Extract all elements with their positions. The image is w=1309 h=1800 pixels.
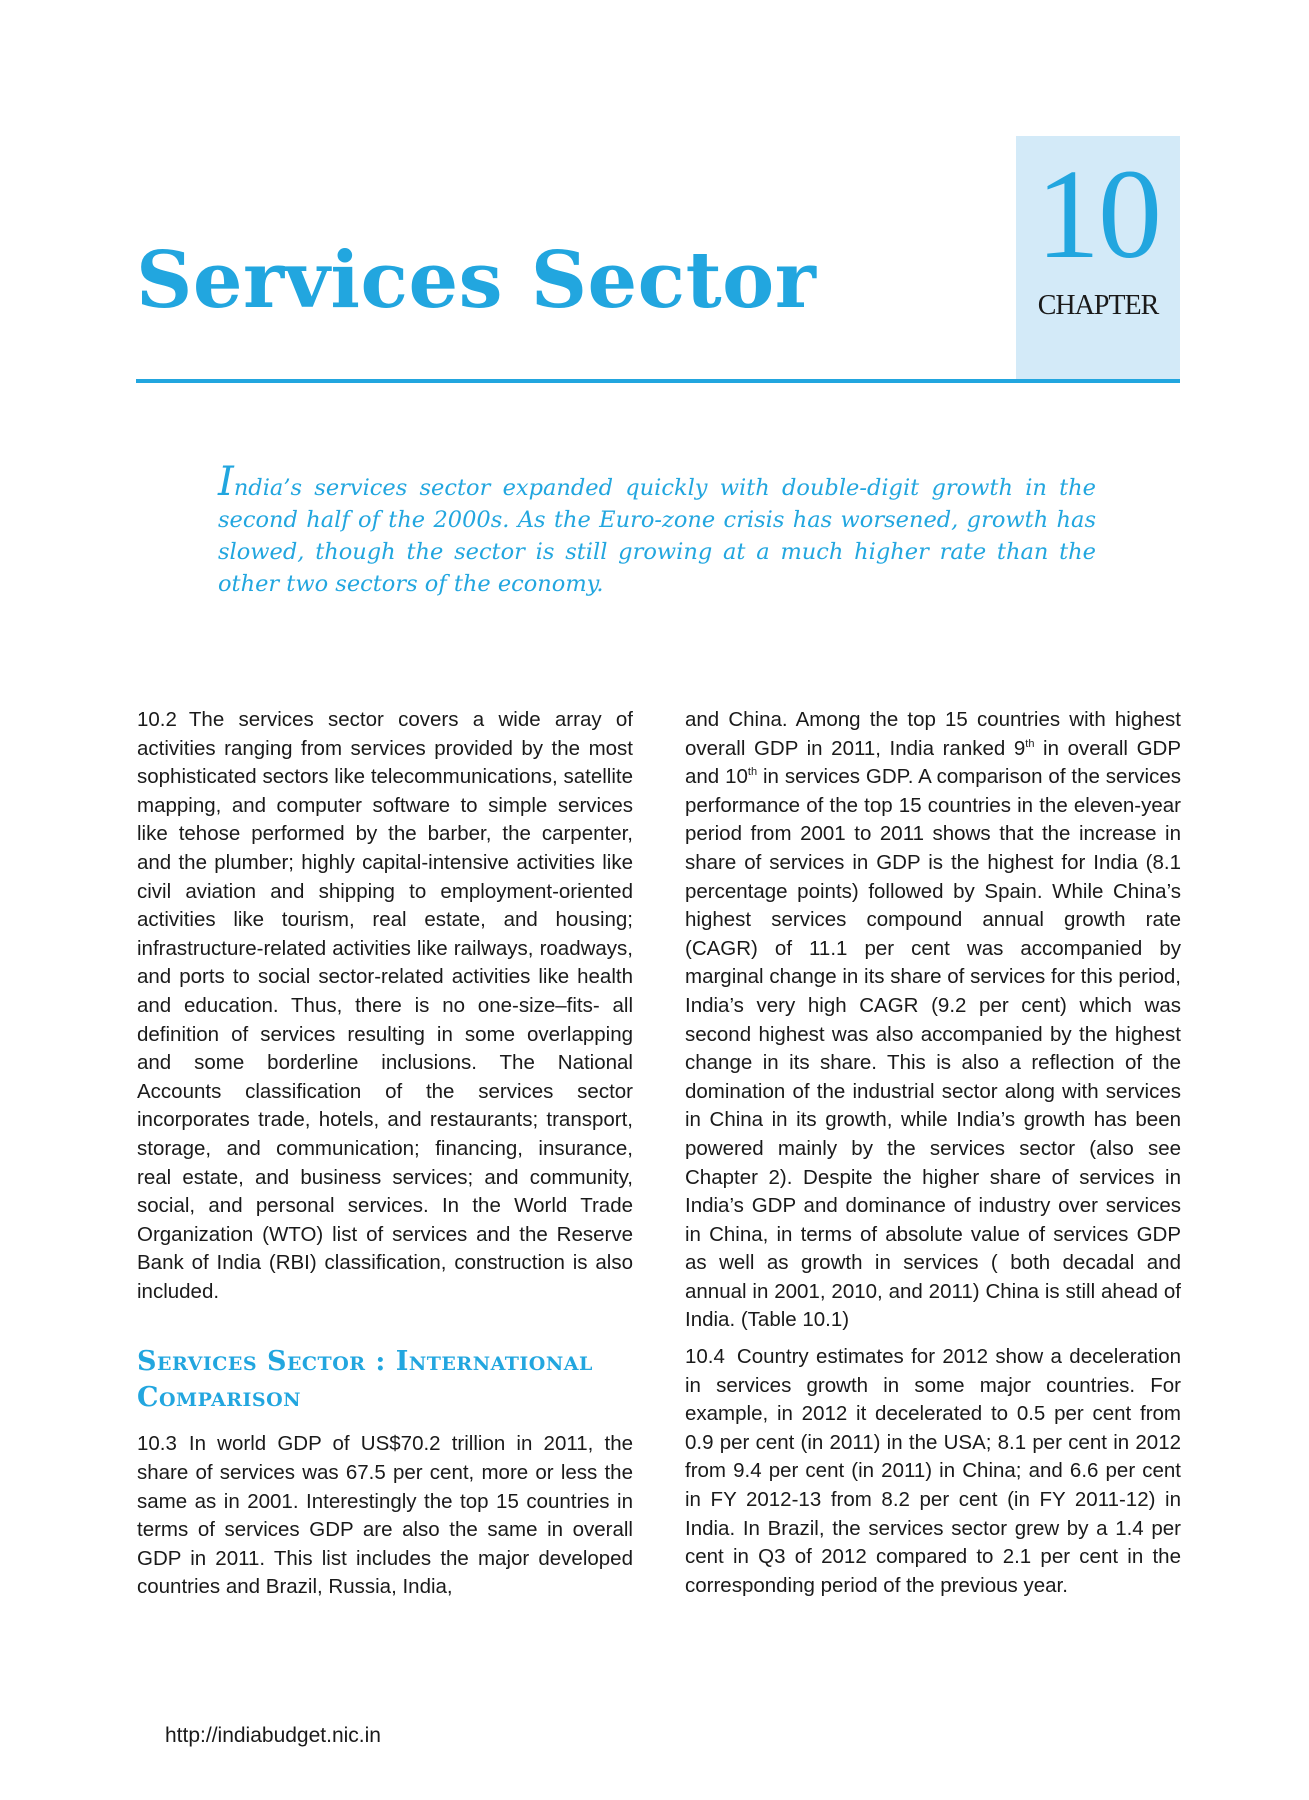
paragraph-10-4 — [685, 1343, 1181, 1600]
abstract-text: ndia’s services sector expanded quickly with double-digit growth in the second half of the 2000s. As the Euro-zone crisis has worsened, growth has slowed, though the sector is still growing at a much higher rate than the other two sectors of the economy. — [218, 475, 1096, 597]
paragraph-text: in overall GDP and 10 — [685, 736, 1181, 789]
chapter-number: 10 — [1036, 143, 1160, 285]
paragraph-number: 10.3 — [137, 1432, 177, 1456]
left-column — [137, 706, 633, 1602]
abstract-drop-cap: I — [218, 459, 234, 505]
paragraph-text: The services sector covers a wide array of activities ranging from services provided by the most sophisticated sectors like telecommunications, satellite mapping, and computer software to simple services like tehose performed by the barber, the carpenter, and the plumber; highly capital-intensive activities like civil aviation and shipping to employment-oriented activities like tourism, real estate, and housing; infrastructure-related activities like railways, roadways, and ports to social sector-related activities like health and education. Thus, there is no one-size–fits- all definition of services resulting in some overlapping and some borderline inclusions. The National Accounts classification of the services sector incorporates trade, hotels, and restaurants; transport, storage, and communication; financing, insurance, real estate, and business services; and community, social, and personal services. In the World Trade Organization (WTO) list of services and the Reserve Bank of India (RBI) classification, construction is also included. — [137, 708, 633, 1303]
paragraph-text: and China. Among the top 15 countries with highest overall GDP in 2011, India ranked 9 — [685, 708, 1181, 760]
page-title: Services Sector — [136, 235, 817, 326]
title-rule — [136, 379, 1180, 383]
paragraph-10-3-continued — [685, 706, 1181, 1335]
ordinal-suffix: th — [1025, 737, 1035, 750]
section-heading: Services Sector : International Comparison — [137, 1346, 593, 1414]
paragraph-number: 10.4 — [685, 1345, 725, 1369]
right-column — [685, 706, 1181, 1600]
footer-url: http://indiabudget.nic.in — [165, 1724, 381, 1747]
paragraph-text: in services GDP. A comparison of the services performance of the top 15 countries in the eleven-year period from 2001 to 2011 shows that the increase in share of services in GDP is the highest for India (8.1 percentage points) followed by Spain. While China’s highest services compound annual growth rate (CAGR) of 11.1 per cent was accompanied by marginal change in its share of services for this period, India’s very high CAGR (9.2 per cent) which was second highest was also accompanied by the highest change in its share. This is also a reflection of the domination of the industrial sector along with services in China in its growth, while India’s growth has been powered mainly by the services sector (also see Chapter 2). Despite the higher share of services in India’s GDP and dominance of industry over services in China, in terms of absolute value of services GDP as well as growth in services ( both decadal and annual in 2001, 2010, and 2011) China is still ahead of India. (Table 10.1) — [685, 765, 1181, 1332]
chapter-abstract — [218, 459, 1096, 600]
ordinal-suffix: th — [747, 766, 758, 779]
paragraph-text: In world GDP of US$70.2 trillion in 2011, the share of services was 67.5 per cent, more or less the same as in 2001. Interestingly the top 15 countries in terms of services GDP are also the same in overall GDP in 2011. This list includes the major developed countries and Brazil, Russia, India, — [137, 1432, 633, 1599]
chapter-label: CHAPTER — [1037, 290, 1159, 321]
paragraph-number: 10.2 — [137, 708, 177, 731]
paragraph-10-2 — [137, 706, 633, 1306]
paragraph-10-3 — [137, 1430, 633, 1602]
chapter-box — [1016, 136, 1180, 380]
paragraph-text: Country estimates for 2012 show a deceleration in services growth in some major countries. For example, in 2012 it decelerated to 0.5 per cent from 0.9 per cent (in 2011) in the USA; 8.1 per cent in 2012 from 9.4 per cent (in 2011) in China; and 6.6 per cent in FY 2012-13 from 8.2 per cent (in FY 2011-12) in India. In Brazil, the services sector grew by a 1.4 per cent in Q3 of 2012 compared to 2.1 per cent in the corresponding period of the previous year. — [685, 1345, 1181, 1597]
